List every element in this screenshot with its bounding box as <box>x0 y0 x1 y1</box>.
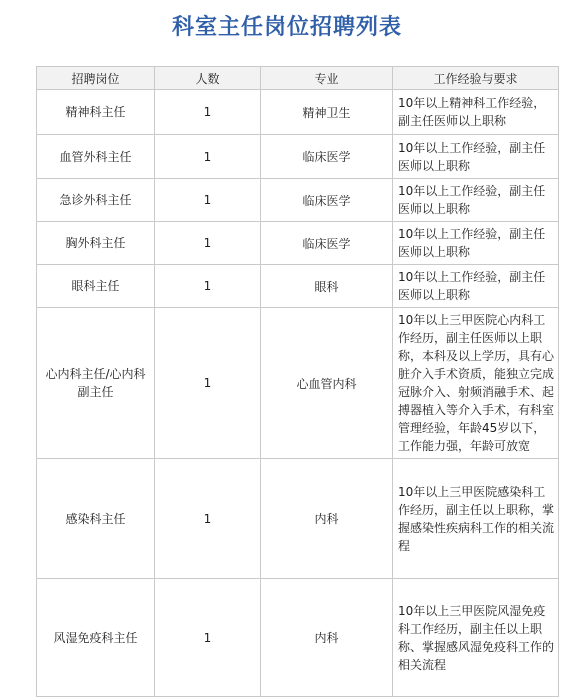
cell-position: 感染科主任 <box>37 459 155 579</box>
cell-position: 眼科主任 <box>37 265 155 308</box>
cell-major: 临床医学 <box>261 179 393 222</box>
cell-requirement: 10年以上工作经验，副主任医师以上职称 <box>393 179 559 222</box>
table-row <box>37 308 559 459</box>
cell-major: 内科 <box>261 579 393 697</box>
cell-count: 1 <box>155 135 261 179</box>
header-major: 专业 <box>261 67 393 90</box>
cell-position: 急诊外科主任 <box>37 179 155 222</box>
cell-major: 心血管内科 <box>261 308 393 459</box>
cell-requirement: 10年以上三甲医院心内科工作经历，副主任医师以上职称，本科及以上学历，具有心脏介入手术资质，能独立完成冠脉介入、射频消融手术、起搏器植入等介入手术，有科室管理经验，年龄45岁以下，工作能力强，年龄可放宽 <box>393 308 559 459</box>
table-header-row <box>37 67 559 90</box>
cell-requirement: 10年以上三甲医院风湿免疫科工作经历，副主任以上职称、掌握感风湿免疫科工作的相关流程 <box>393 579 559 697</box>
cell-position: 风湿免疫科主任 <box>37 579 155 697</box>
table-row <box>37 179 559 222</box>
recruitment-table <box>36 66 559 697</box>
cell-count: 1 <box>155 459 261 579</box>
cell-position: 精神科主任 <box>37 90 155 135</box>
cell-major: 眼科 <box>261 265 393 308</box>
cell-requirement: 10年以上工作经验，副主任医师以上职称 <box>393 135 559 179</box>
header-requirement: 工作经验与要求 <box>393 67 559 90</box>
cell-count: 1 <box>155 579 261 697</box>
cell-count: 1 <box>155 265 261 308</box>
cell-major: 临床医学 <box>261 135 393 179</box>
cell-requirement: 10年以上三甲医院感染科工作经历，副主任以上职称，掌握感染性疾病科工作的相关流程 <box>393 459 559 579</box>
cell-count: 1 <box>155 222 261 265</box>
cell-major: 精神卫生 <box>261 90 393 135</box>
cell-position: 血管外科主任 <box>37 135 155 179</box>
cell-count: 1 <box>155 179 261 222</box>
table-row <box>37 265 559 308</box>
header-position: 招聘岗位 <box>37 67 155 90</box>
cell-position: 胸外科主任 <box>37 222 155 265</box>
cell-position: 心内科主任/心内科副主任 <box>37 308 155 459</box>
header-count: 人数 <box>155 67 261 90</box>
cell-major: 内科 <box>261 459 393 579</box>
table-row <box>37 459 559 579</box>
table-row <box>37 90 559 135</box>
cell-requirement: 10年以上精神科工作经验，副主任医师以上职称 <box>393 90 559 135</box>
table-row <box>37 222 559 265</box>
table-row <box>37 579 559 697</box>
cell-count: 1 <box>155 90 261 135</box>
cell-major: 临床医学 <box>261 222 393 265</box>
cell-count: 1 <box>155 308 261 459</box>
page-title: 科室主任岗位招聘列表 <box>171 14 402 40</box>
cell-requirement: 10年以上工作经验，副主任医师以上职称 <box>393 222 559 265</box>
cell-requirement: 10年以上工作经验，副主任医师以上职称 <box>393 265 559 308</box>
table-row <box>37 135 559 179</box>
